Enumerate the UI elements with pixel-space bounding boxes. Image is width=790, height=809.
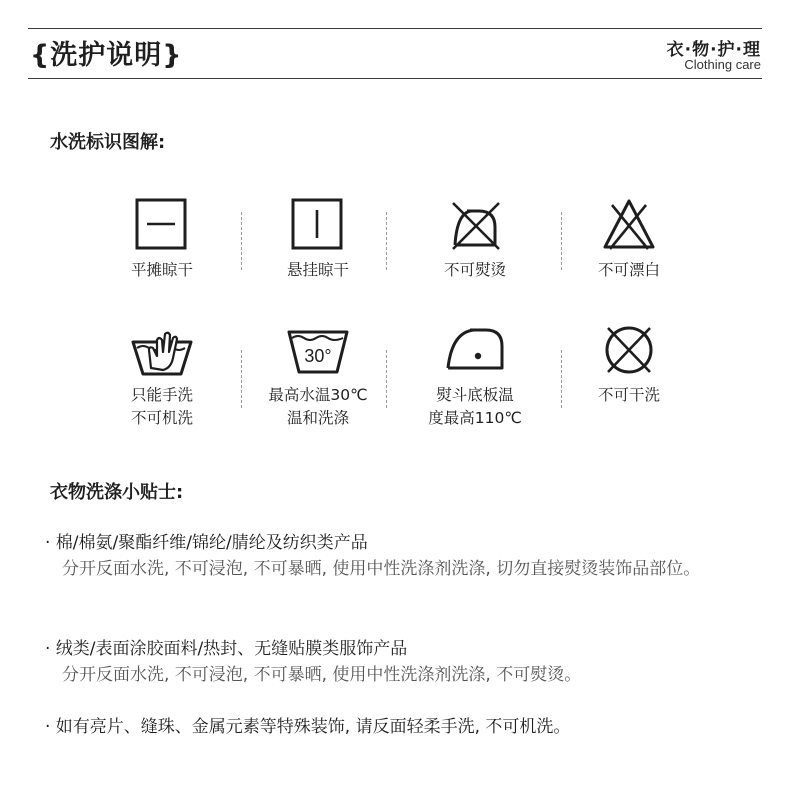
header-en-caption: Clothing care	[684, 57, 761, 72]
care-symbol-label-line: 最高水温30℃	[268, 386, 368, 404]
care-symbol-label-line: 只能手洗	[130, 386, 193, 404]
tips-section-heading: 衣物洗涤小贴士:	[50, 482, 184, 503]
no-iron-icon	[445, 197, 505, 253]
care-symbol-label-line: 熨斗底板温	[436, 386, 514, 404]
care-symbol-label-line: 度最高110℃	[428, 409, 522, 427]
care-symbol-label: 不可干洗	[597, 386, 660, 404]
care-symbol-no-bleach	[559, 197, 699, 282]
care-symbol-label	[92, 384, 232, 430]
care-symbol-label-line: 不可机洗	[130, 409, 193, 427]
care-symbol-hand-wash	[92, 322, 232, 430]
iron-low-icon	[442, 322, 508, 378]
line-dry-icon	[291, 197, 345, 253]
care-symbol-label-line: 温和洗涤	[286, 409, 349, 427]
care-symbol-no-dry-clean	[559, 322, 699, 407]
care-symbol-line-dry	[248, 197, 388, 282]
separator	[241, 212, 242, 270]
header-top-rule	[28, 28, 762, 29]
tip-item-body: 分开反面水洗, 不可浸泡, 不可暴晒, 使用中性洗涤剂洗涤, 切勿直接熨烫装饰品部位。	[62, 559, 701, 579]
no-bleach-icon	[600, 197, 658, 253]
separator	[386, 350, 387, 408]
care-symbol-label	[248, 384, 388, 430]
dry-flat-icon	[135, 197, 189, 253]
separator	[241, 350, 242, 408]
tip-item-heading: · 绒类/表面涂胶面料/热封、无缝贴膜类服饰产品	[45, 639, 408, 659]
care-symbol-dry-flat	[92, 197, 232, 282]
wash-temp-text: 30°	[304, 346, 332, 366]
hand-wash-icon	[129, 322, 195, 378]
care-symbol-wash-30	[248, 322, 388, 430]
tip-item-heading: · 棉/棉氨/聚酯纤维/锦纶/腈纶及纺织类产品	[45, 533, 368, 553]
tip-item-body: 分开反面水洗, 不可浸泡, 不可暴晒, 使用中性洗涤剂洗涤, 不可熨烫。	[62, 665, 582, 685]
care-symbol-label: 平摊晾干	[130, 261, 193, 279]
header-bottom-rule	[28, 78, 762, 79]
care-symbol-iron-low	[405, 322, 545, 430]
tip-item-heading: · 如有亮片、缝珠、金属元素等特殊装饰, 请反面轻柔手洗, 不可机洗。	[45, 717, 571, 737]
care-symbol-label: 不可漂白	[597, 261, 660, 279]
header-cn-caption: 衣·物·护·理	[666, 40, 761, 60]
wash-30-icon	[285, 322, 351, 378]
page-title: {洗护说明}	[30, 40, 183, 71]
care-symbol-label: 悬挂晾干	[286, 261, 349, 279]
no-dry-clean-icon	[600, 322, 658, 378]
care-symbol-label: 不可熨烫	[443, 261, 506, 279]
care-symbol-label	[405, 384, 545, 430]
separator	[386, 212, 387, 270]
care-symbol-no-iron	[405, 197, 545, 282]
wash-section-heading: 水洗标识图解:	[50, 132, 166, 153]
